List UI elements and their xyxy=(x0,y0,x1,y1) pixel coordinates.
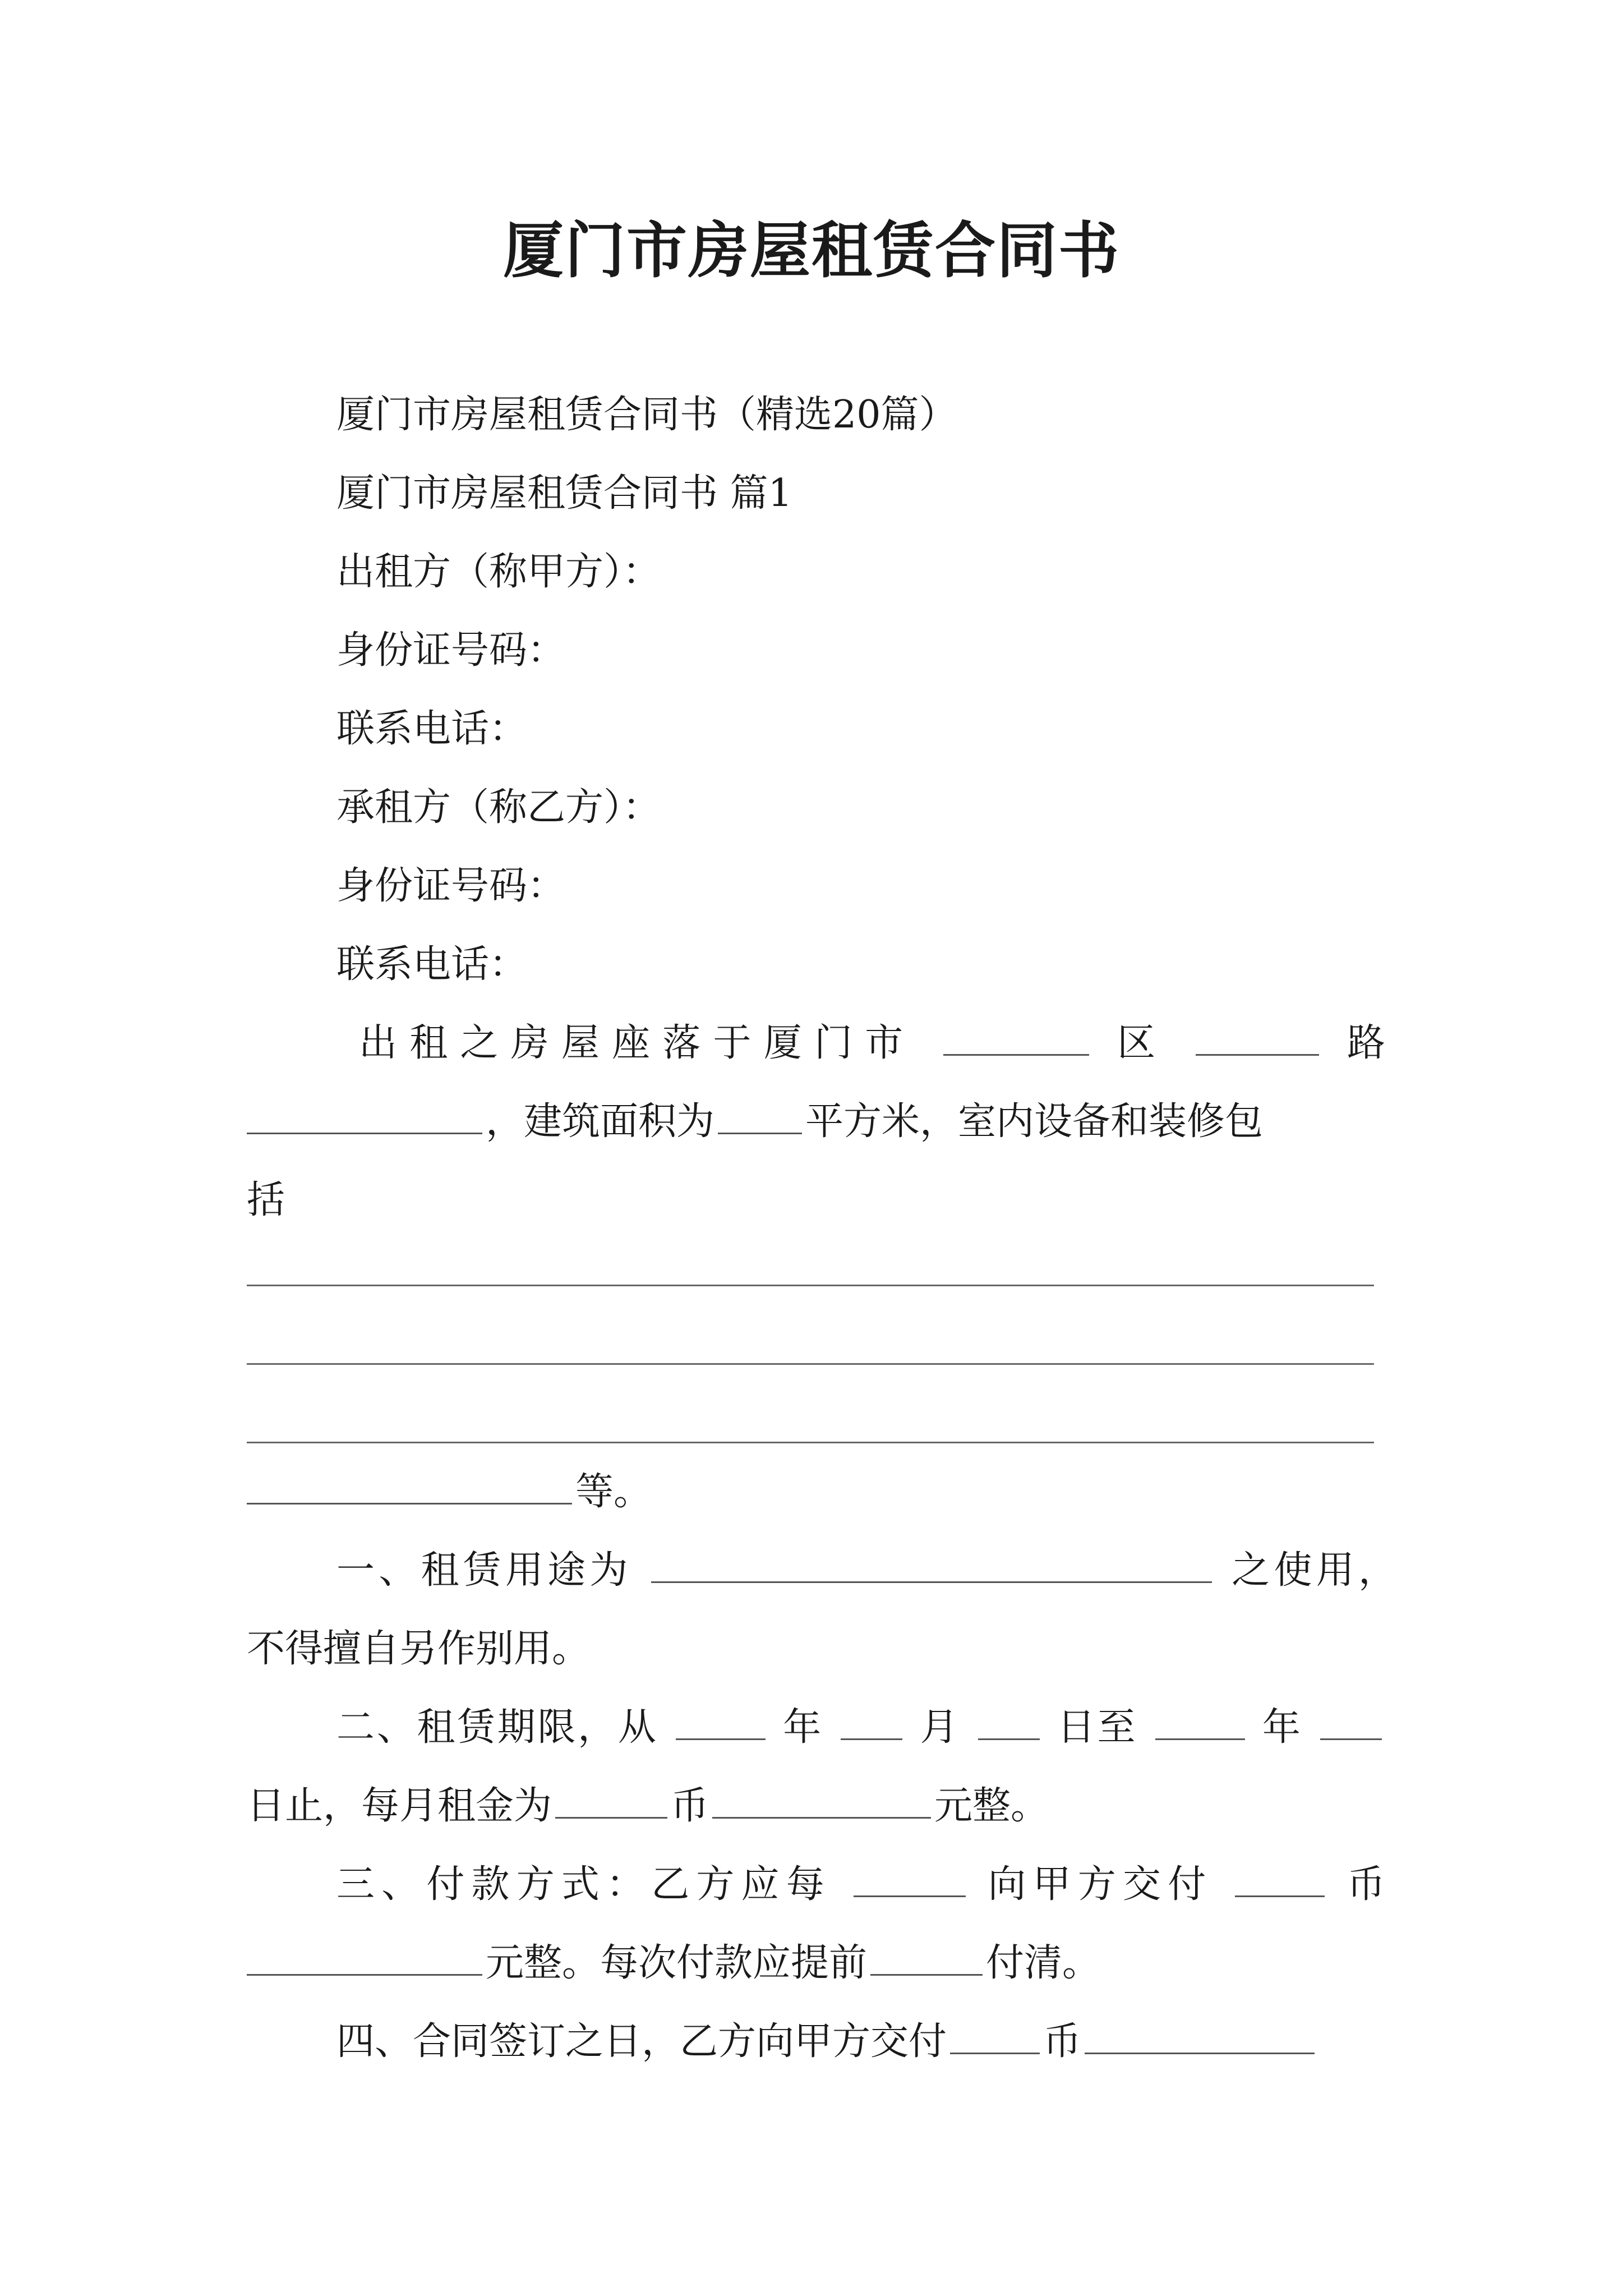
party-a-phone-label: 联系电话： xyxy=(336,707,528,751)
clause-4-line-1 xyxy=(336,2017,1318,2067)
party-b-label: 承租方（称乙方）： xyxy=(336,785,661,830)
clause-2-line-2 xyxy=(247,1781,1049,1832)
start-month-blank xyxy=(841,1704,902,1740)
start-day-blank xyxy=(978,1704,1040,1740)
address-blank xyxy=(247,1098,482,1134)
usage-blank xyxy=(651,1547,1212,1583)
clause-3-text-d: 付清。 xyxy=(986,1941,1101,1985)
clause-4-text-a: 四、合同签订之日，乙方向甲方交付 xyxy=(336,2019,947,2064)
location-end-line xyxy=(247,1467,652,1517)
party-a-label: 出租方（称甲方）： xyxy=(336,550,661,594)
location-text-6: 括 xyxy=(247,1178,285,1222)
clause-3-text-c: 元整。每次付款应提前 xyxy=(486,1941,868,1985)
clause-1-line-1 xyxy=(336,1545,1396,1596)
clause-1-text-a: 一、租赁用途为 xyxy=(336,1548,632,1593)
party-a-id-label: 身份证号码： xyxy=(336,628,566,673)
currency-label-3: 币 xyxy=(1043,2019,1082,2064)
deposit-currency-blank xyxy=(950,2018,1040,2054)
location-text-5: 平方米，室内设备和装修包 xyxy=(805,1099,1264,1144)
location-text-2: 区 xyxy=(1117,1021,1168,1065)
road-blank xyxy=(1196,1019,1319,1056)
party-b-phone-label: 联系电话： xyxy=(336,942,528,987)
page-title: 厦门市房屋租赁合同书 xyxy=(502,215,1120,286)
month-label-1: 月 xyxy=(920,1705,961,1750)
clause-3-text-b: 向甲方交付 xyxy=(988,1862,1213,1907)
equipment-rule-2 xyxy=(247,1363,1374,1365)
location-text-4: ，建筑面积为 xyxy=(486,1099,715,1144)
clause-2-text-c: 元整。 xyxy=(934,1784,1049,1828)
start-year-blank xyxy=(676,1704,766,1740)
party-b-id-label: 身份证号码： xyxy=(336,864,566,908)
rent-currency-blank xyxy=(555,1782,667,1819)
location-line-2 xyxy=(247,1097,1263,1147)
clause-2-line-1 xyxy=(336,1703,1385,1753)
payment-amount-blank xyxy=(247,1939,482,1976)
location-end: 等。 xyxy=(575,1470,652,1514)
clause-3-line-2 xyxy=(247,1938,1100,1989)
district-blank xyxy=(943,1019,1089,1056)
currency-label-1: 币 xyxy=(671,1784,709,1828)
equipment-blank xyxy=(247,1468,572,1504)
section-heading: 厦门市房屋租赁合同书 篇1 xyxy=(336,471,792,516)
payment-currency-blank xyxy=(1235,1861,1325,1897)
location-text-1: 出租之房屋座落于厦门市 xyxy=(359,1021,916,1065)
clause-3-line-1 xyxy=(336,1860,1385,1910)
equipment-rule-1 xyxy=(247,1285,1374,1286)
clause-1-text-c: 不得擅自另作别用。 xyxy=(247,1627,591,1671)
year-label-2: 年 xyxy=(1262,1705,1303,1750)
currency-label-2: 币 xyxy=(1347,1862,1385,1907)
day-to-label: 日至 xyxy=(1057,1705,1138,1750)
end-month-blank xyxy=(1320,1704,1382,1740)
clause-2-text-a: 二、租赁期限，从 xyxy=(336,1705,658,1750)
advance-days-blank xyxy=(870,1939,983,1976)
rent-amount-blank xyxy=(712,1782,931,1819)
end-year-blank xyxy=(1155,1704,1245,1740)
payment-period-blank xyxy=(854,1861,966,1897)
area-blank xyxy=(718,1098,802,1134)
deposit-amount-blank xyxy=(1085,2018,1315,2054)
location-line-1 xyxy=(359,1018,1385,1069)
clause-1-text-b: 之使用， xyxy=(1232,1548,1396,1593)
year-label-1: 年 xyxy=(783,1705,823,1750)
clause-3-text-a: 三、付款方式：乙方应每 xyxy=(336,1862,831,1907)
subtitle: 厦门市房屋租赁合同书（精选20篇） xyxy=(336,393,957,437)
location-text-3: 路 xyxy=(1347,1021,1385,1065)
equipment-rule-3 xyxy=(247,1442,1374,1443)
clause-2-text-b: 日止，每月租金为 xyxy=(247,1784,552,1828)
